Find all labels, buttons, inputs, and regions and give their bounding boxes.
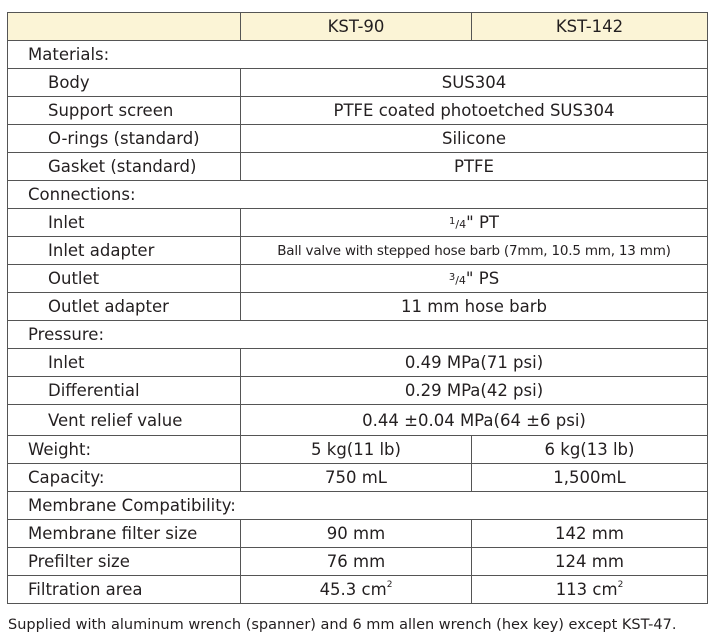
filter-size-kst90: 90 mm [241,520,472,548]
table-row [8,125,708,153]
gasket-label: Gasket (standard) [8,153,241,181]
o-rings-label: O-rings (standard) [8,125,241,153]
gasket-value: PTFE [241,153,708,181]
header-kst142: KST-142 [472,13,708,41]
table-row [8,97,708,125]
table-row [8,265,708,293]
filter-size-kst142: 142 mm [472,520,708,548]
inlet-fraction: 1/4 [449,216,467,231]
table-row [8,349,708,377]
vent-relief-value: 0.44 ±0.04 MPa(64 ±6 psi) [241,405,708,436]
connections-title: Connections: [8,181,708,209]
table-row [8,293,708,321]
table-row [8,405,708,436]
table-row [8,520,708,548]
connections-group-row [8,181,708,209]
header-row [8,13,708,41]
header-blank-cell [8,13,241,41]
pressure-group-row [8,321,708,349]
support-screen-value: PTFE coated photoetched SUS304 [241,97,708,125]
prefilter-size-label: Prefilter size [8,548,241,576]
differential-label: Differential [8,377,241,405]
spec-table [7,12,708,604]
support-screen-label: Support screen [8,97,241,125]
outlet-fraction: 3/4 [448,272,466,287]
weight-kst142: 6 kg(13 lb) [472,436,708,464]
body-value: SUS304 [241,69,708,97]
capacity-kst142: 1,500mL [472,464,708,492]
filtration-area-kst90: 45.3 $cm^2$ [241,576,472,604]
body-label: Body [8,69,241,97]
table-row [8,209,708,237]
weight-kst90: 5 kg(11 lb) [241,436,472,464]
prefilter-size-kst142: 124 mm [472,548,708,576]
outlet-adapter-label: Outlet adapter [8,293,241,321]
table-row [8,377,708,405]
o-rings-value: Silicone [241,125,708,153]
table-row [8,237,708,265]
prefilter-size-kst90: 76 mm [241,548,472,576]
outlet-label: Outlet [8,265,241,293]
filter-size-label: Membrane filter size [8,520,241,548]
membrane-title: Membrane Compatibility: [8,492,708,520]
differential-value: 0.29 MPa(42 psi) [241,377,708,405]
outlet-value [241,265,708,293]
inlet-value [241,209,708,237]
table-row [8,548,708,576]
capacity-label: Capacity: [8,464,241,492]
capacity-row [8,464,708,492]
weight-label: Weight: [8,436,241,464]
filtration-area-label: Filtration area [8,576,241,604]
footnote: Supplied with aluminum wrench (spanner) and 6 mm allen wrench (hex key) except KST-47. [8,617,677,633]
inlet-unit: " PT [466,213,499,232]
pressure-title: Pressure: [8,321,708,349]
materials-group-row [8,41,708,69]
outlet-unit: " PS [465,269,500,288]
table-row [8,153,708,181]
weight-row [8,436,708,464]
table-row [8,576,708,604]
vent-relief-label: Vent relief value [8,405,241,436]
outlet-adapter-value: 11 mm hose barb [241,293,708,321]
capacity-kst90: 750 mL [241,464,472,492]
inlet-adapter-label: Inlet adapter [8,237,241,265]
pressure-inlet-value: 0.49 MPa(71 psi) [241,349,708,377]
membrane-group-row [8,492,708,520]
header-kst90: KST-90 [241,13,472,41]
inlet-label: Inlet [8,209,241,237]
materials-title: Materials: [8,41,708,69]
filtration-area-kst142: 113 $cm^2$ [472,576,708,604]
table-row [8,69,708,97]
inlet-adapter-value: Ball valve with stepped hose barb (7mm, 10.5 mm, 13 mm) [241,237,708,265]
pressure-inlet-label: Inlet [8,349,241,377]
